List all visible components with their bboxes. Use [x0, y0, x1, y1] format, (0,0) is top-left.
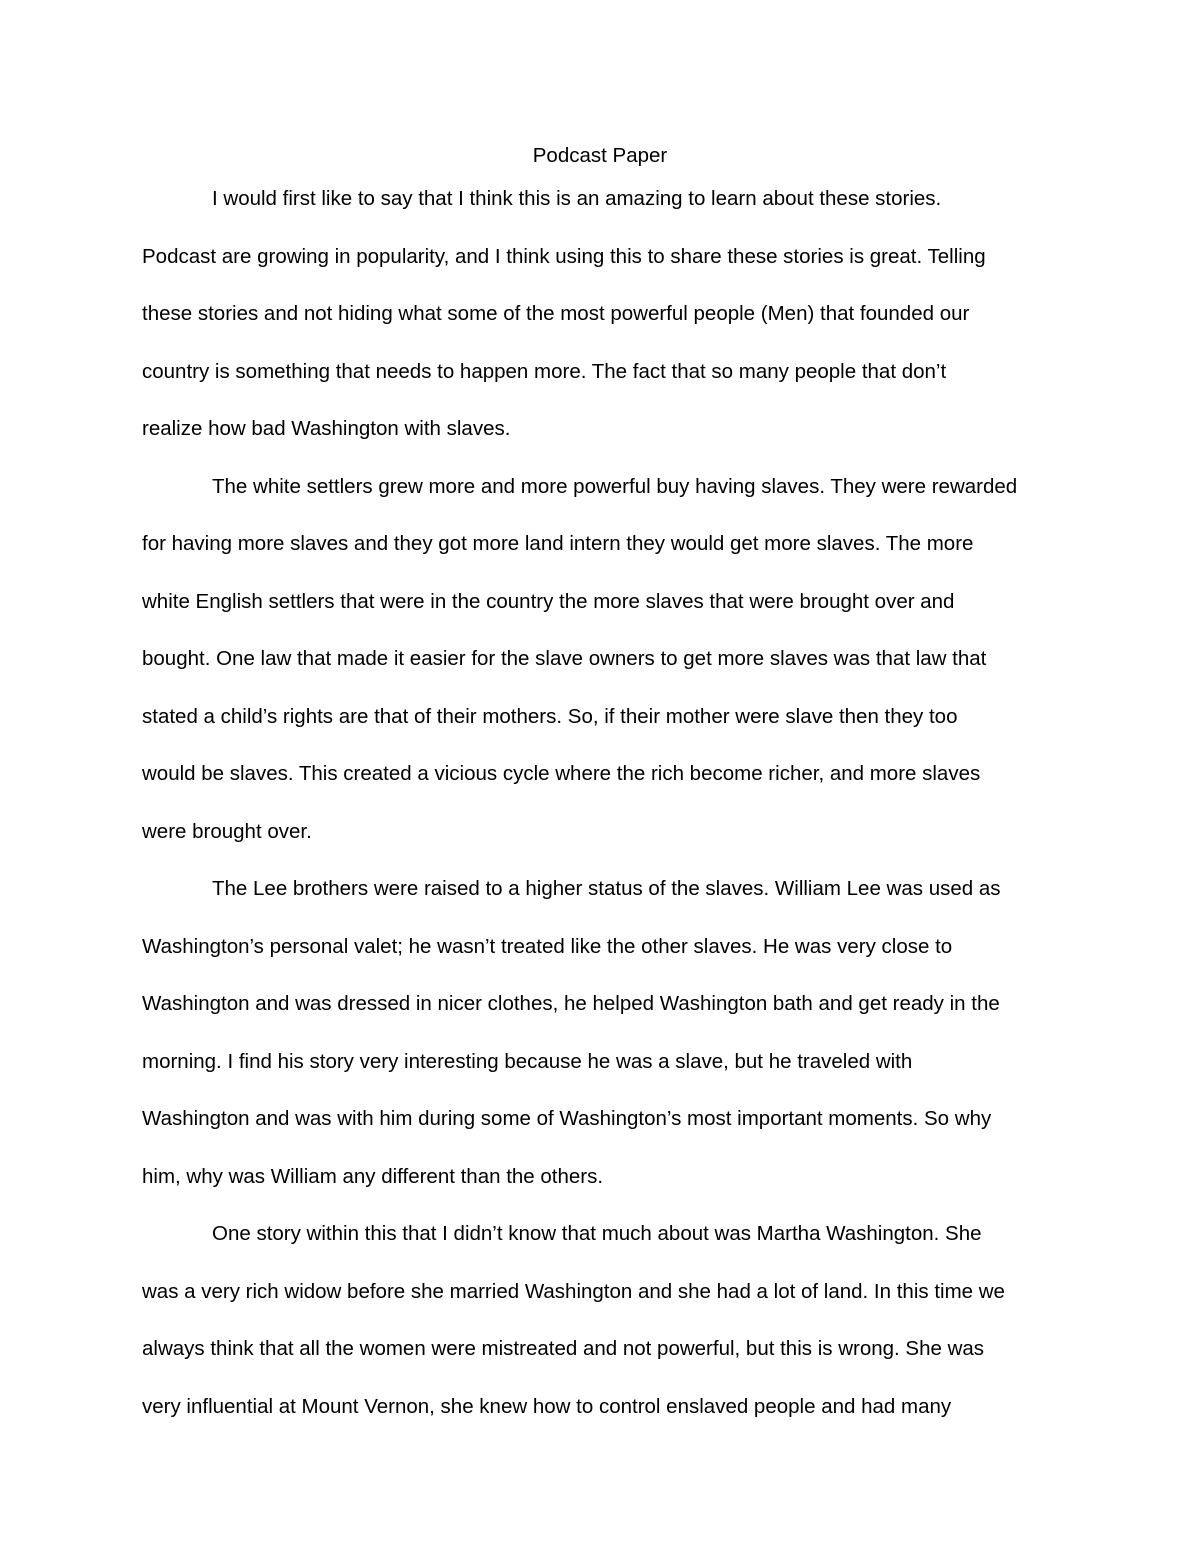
text-line: very influential at Mount Vernon, she knew how to control enslaved people and had many [142, 1394, 952, 1418]
text-line: morning. I find his story very interesting because he was a slave, but he traveled with [142, 1049, 913, 1073]
text-line: Washington and was with him during some of Washington’s most important moments. So why [142, 1107, 992, 1130]
document-title: Podcast Paper [532, 144, 668, 167]
text-line: was a very rich widow before she married Washington and she had a lot of land. In this time we [142, 1279, 1005, 1303]
text-line: Podcast are growing in popularity, and I think using this to share these stories is great. Telling [142, 244, 986, 268]
text-line: always think that all the women were mistreated and not powerful, but this is wrong. She was [142, 1337, 985, 1360]
paragraph-3 [142, 860, 1072, 1205]
text-line: Washington’s personal valet; he wasn’t treated like the other slaves. He was very close to [142, 934, 953, 958]
text-line: The Lee brothers were raised to a higher status of the slaves. William Lee was used as [212, 877, 1001, 900]
text-line: for having more slaves and they got more land intern they would get more slaves. The more [142, 532, 974, 555]
text-line: realize how bad Washington with slaves. [142, 417, 511, 440]
text-line: Washington and was dressed in nicer clothes, he helped Washington bath and get ready in the [142, 992, 1000, 1015]
text-line: One story within this that I didn’t know that much about was Martha Washington. She [212, 1222, 982, 1245]
text-line: would be slaves. This created a vicious cycle where the rich become richer, and more slaves [142, 762, 981, 785]
text-line: I would first like to say that I think this is an amazing to learn about these stories. [212, 187, 942, 210]
text-line: him, why was William any different than the others. [142, 1164, 604, 1188]
text-line: stated a child’s rights are that of their mothers. So, if their mother were slave then they too [142, 704, 958, 728]
text-line: were brought over. [142, 819, 312, 843]
text-line: country is something that needs to happen more. The fact that so many people that don’t [142, 359, 947, 383]
text-line: these stories and not hiding what some of the most powerful people (Men) that founded our [142, 302, 970, 325]
text-line: The white settlers grew more and more powerful buy having slaves. They were rewarded [212, 474, 1018, 498]
document-body [142, 170, 1072, 1435]
paragraph-1 [142, 170, 1072, 458]
paragraph-2 [142, 458, 1072, 861]
paragraph-4 [142, 1205, 1072, 1435]
text-line: white English settlers that were in the country the more slaves that were brought over and [142, 589, 955, 613]
text-line: bought. One law that made it easier for the slave owners to get more slaves was that law that [142, 647, 987, 670]
